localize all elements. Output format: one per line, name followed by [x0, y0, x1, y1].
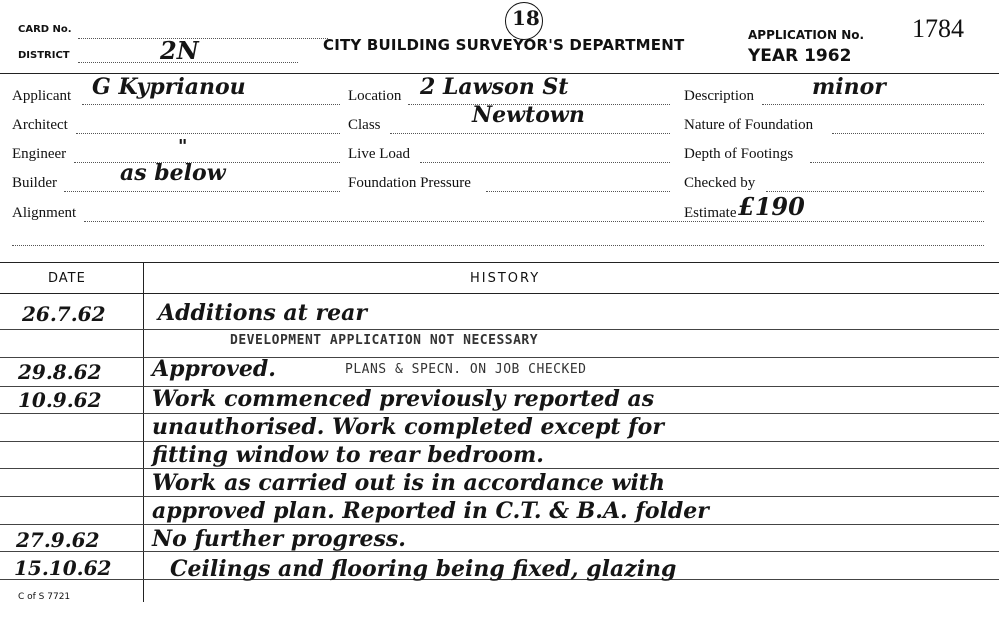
year-label: YEAR 1962 — [748, 46, 852, 66]
live-load-label: Live Load — [348, 146, 411, 162]
row-history: unauthorised. Work completed except for — [152, 414, 664, 440]
application-no-label: APPLICATION No. — [748, 28, 865, 42]
foundation-pressure-label: Foundation Pressure — [348, 175, 471, 191]
row-date: 15.10.62 — [14, 556, 112, 580]
class-value: Newtown — [472, 102, 585, 128]
row-divider — [0, 329, 999, 330]
row-divider — [0, 524, 999, 525]
applicant-value: G Kyprianou — [92, 74, 246, 100]
estimate-value: £190 — [738, 192, 805, 221]
row-date: 27.9.62 — [16, 528, 100, 552]
description-value: minor — [812, 74, 886, 100]
builder-label: Builder — [12, 175, 57, 191]
history-header: HISTORY — [470, 271, 541, 286]
date-header: DATE — [48, 271, 86, 286]
row-date: 10.9.62 — [18, 388, 102, 412]
district-label: DISTRICT — [18, 50, 70, 61]
row-history: Approved. — [152, 356, 276, 382]
department-title: CITY BUILDING SURVEYOR'S DEPARTMENT — [323, 36, 685, 54]
row-history: Work commenced previously reported as — [152, 386, 655, 412]
class-line — [390, 133, 670, 134]
row-history: Work as carried out is in accordance with — [152, 470, 665, 496]
row-divider — [0, 551, 999, 552]
alignment-label: Alignment — [12, 205, 77, 221]
table-top-border — [0, 262, 999, 263]
estimate-label: Estimate — [684, 205, 737, 221]
checked-by-label: Checked by — [684, 175, 756, 191]
architect-label: Architect — [12, 117, 68, 133]
row-divider — [0, 468, 999, 469]
location-value: 2 Lawson St — [420, 74, 569, 100]
table-header-border — [0, 293, 999, 294]
row-divider — [0, 496, 999, 497]
engineer-label: Engineer — [12, 146, 67, 162]
builder-line — [64, 191, 340, 192]
development-stamp: DEVELOPMENT APPLICATION NOT NECESSARY — [230, 333, 539, 348]
alignment-line — [84, 221, 984, 222]
location-label: Location — [348, 88, 402, 104]
foundation-pressure-line — [486, 191, 670, 192]
depth-of-footings-label: Depth of Footings — [684, 146, 794, 162]
description-line — [762, 104, 984, 105]
card-no-line — [78, 38, 328, 39]
row-history: fitting window to rear bedroom. — [152, 442, 544, 468]
application-no: 1784 — [912, 14, 964, 43]
circled-number-value: 18 — [512, 6, 540, 30]
card-no-label: CARD No. — [18, 24, 72, 35]
plans-stamp: PLANS & SPECN. ON JOB CHECKED — [345, 362, 587, 377]
description-label: Description — [684, 88, 754, 104]
engineer-value: " — [178, 136, 188, 157]
nature-of-foundation-line — [832, 133, 984, 134]
row-history: No further progress. — [152, 526, 406, 552]
row-date: 26.7.62 — [22, 302, 106, 326]
applicant-label: Applicant — [12, 88, 72, 104]
nature-of-foundation-label: Nature of Foundation — [684, 117, 814, 133]
live-load-line — [420, 162, 670, 163]
alignment-line-2 — [12, 245, 984, 246]
form-number: C of S 7721 — [18, 592, 71, 602]
architect-line — [76, 133, 340, 134]
row-history: Additions at rear — [158, 300, 367, 326]
row-divider — [0, 357, 999, 358]
row-history: approved plan. Reported in C.T. & B.A. folder — [152, 498, 709, 524]
builder-value: as below — [120, 160, 226, 186]
row-history: Ceilings and flooring being fixed, glazing — [170, 556, 677, 582]
district-value: 2N — [160, 36, 199, 65]
row-date: 29.8.62 — [18, 360, 102, 384]
depth-of-footings-line — [810, 162, 984, 163]
applicant-line — [82, 104, 340, 105]
class-label: Class — [348, 117, 381, 133]
